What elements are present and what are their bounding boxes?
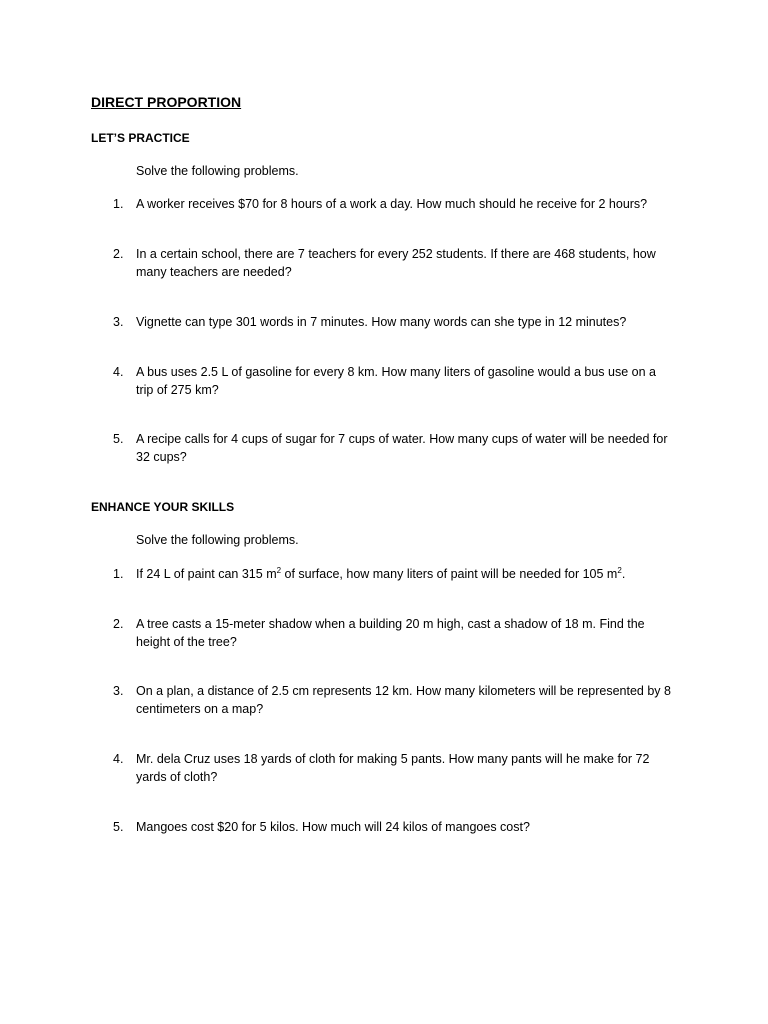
problem-item [113, 818, 673, 836]
problem-item [113, 430, 673, 466]
problem-text-part: of surface, how many liters of paint will be needed for 105 m [281, 567, 618, 581]
problem-item [113, 363, 673, 399]
problem-text: A worker receives $70 for 8 hours of a work a day. How much should he receive for 2 hours? [136, 197, 648, 211]
problem-item [113, 313, 673, 331]
problem-item [113, 750, 673, 786]
problem-number: 5. [113, 432, 124, 446]
problem-text: A bus uses 2.5 L of gasoline for every 8 km. How many liters of gasoline would a bus use on a trip of 275 km? [136, 365, 656, 397]
problem-text: Mr. dela Cruz uses 18 yards of cloth for making 5 pants. How many pants will he make for 72 yards of cloth? [136, 752, 650, 784]
problem-text: In a certain school, there are 7 teachers for every 252 students. If there are 468 students, how many teachers are needed? [136, 247, 656, 279]
problem-item [113, 245, 673, 281]
section-instructions: Solve the following problems. [136, 164, 299, 178]
section-heading-enhance: ENHANCE YOUR SKILLS [91, 500, 235, 514]
problem-text: Vignette can type 301 words in 7 minutes. How many words can she type in 12 minutes? [136, 315, 627, 329]
problem-item [113, 195, 673, 213]
problem-number: 4. [113, 752, 124, 766]
problem-number: 4. [113, 365, 124, 379]
problem-number: 1. [113, 197, 124, 211]
problem-text: A recipe calls for 4 cups of sugar for 7 cups of water. How many cups of water will be needed for 32 cups? [136, 432, 668, 464]
problem-number: 1. [113, 567, 124, 581]
problem-item [113, 615, 673, 651]
problem-text [136, 565, 673, 585]
problem-number: 5. [113, 820, 124, 834]
problem-item [113, 565, 673, 585]
problem-text-part: . [621, 567, 626, 581]
section-heading-practice: LET’S PRACTICE [91, 131, 190, 145]
problem-text: On a plan, a distance of 2.5 cm represents 12 km. How many kilometers will be represented by 8 centimeters on a map? [136, 684, 671, 716]
problem-text: A tree casts a 15-meter shadow when a building 20 m high, cast a shadow of 18 m. Find the height of the tree? [136, 617, 645, 649]
problem-number: 3. [113, 315, 124, 329]
problem-number: 2. [113, 617, 124, 631]
problem-number: 3. [113, 684, 124, 698]
page-title: DIRECT PROPORTION [91, 94, 242, 110]
problem-text-part: If 24 L of paint can 315 m [136, 567, 277, 581]
superscript: 2 [276, 566, 282, 575]
section-instructions: Solve the following problems. [136, 533, 299, 547]
problem-number: 2. [113, 247, 124, 261]
problem-item [113, 682, 673, 718]
superscript: 2 [617, 566, 622, 575]
problem-text: Mangoes cost $20 for 5 kilos. How much will 24 kilos of mangoes cost? [136, 820, 530, 834]
